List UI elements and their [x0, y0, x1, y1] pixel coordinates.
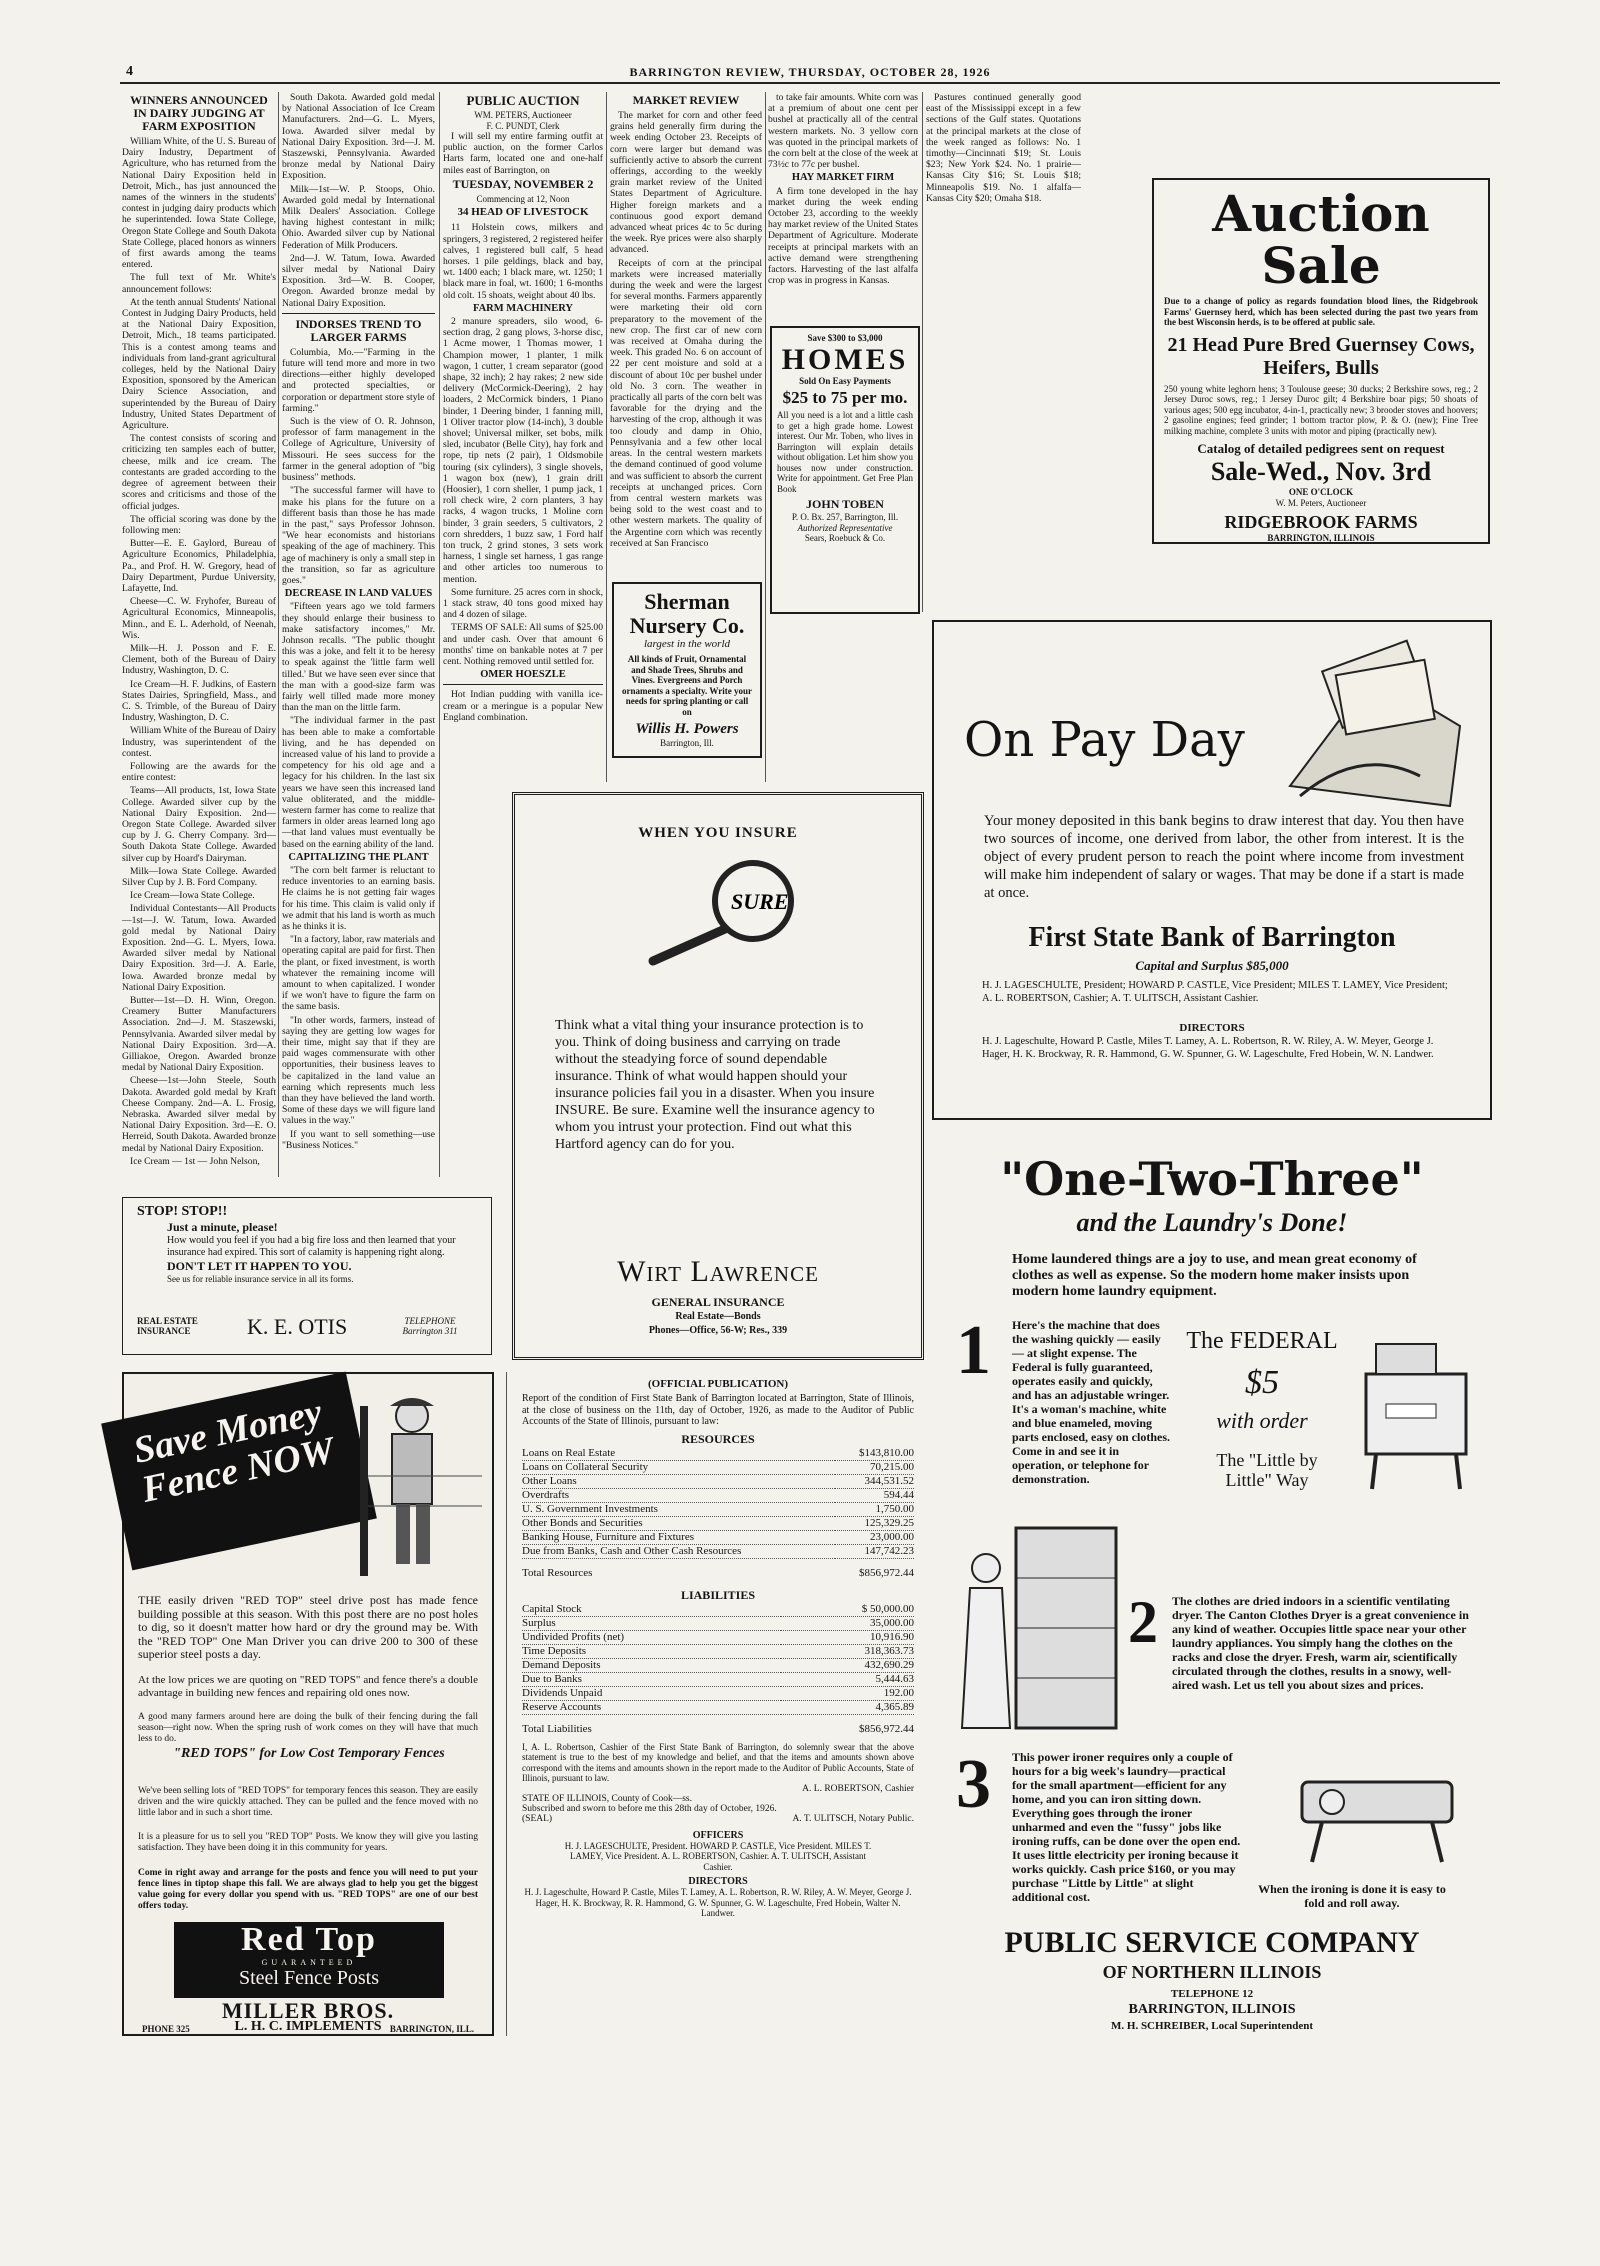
homes-addr: P. O. Bx. 257, Barrington, Ill.	[791, 512, 899, 522]
laundry-subtitle: and the Laundry's Done!	[1076, 1208, 1348, 1237]
masthead	[120, 62, 1500, 84]
ironer-illustration	[1272, 1752, 1472, 1872]
paragraph: "In a factory, labor, raw materials and operating capital are paid for first. Then the plant, or fixed investment, is worth whatever the remaining income will amount to when capitalized. I wonder if we won't have to figure the farm on the same basis.	[282, 934, 435, 1013]
stop-warn: DON'T LET IT HAPPEN TO YOU.	[167, 1259, 352, 1273]
stop-head: STOP! STOP!!	[137, 1204, 228, 1219]
bank-payday-ad	[932, 620, 1492, 1120]
bank-statement	[512, 1372, 924, 2036]
auction-sale-title: Auction Sale	[1212, 184, 1430, 295]
liability-amount: 192.00	[781, 1686, 914, 1700]
resources-total	[522, 1567, 914, 1580]
auction-title: PUBLIC AUCTION	[466, 93, 580, 108]
step-one-text: Here's the machine that does the washing quickly — easily — at slight expense. The Federal is fully guaranteed, operates easily and quickly, and has an adjustable wringer. It's a woman's machine, white and blue enameled, moving parts enclosed, easy on clothes. Come in and see it in operation, or telephone for demonstration.	[1012, 1318, 1170, 1486]
total-liabilities-label: Total Liabilities	[522, 1722, 592, 1735]
red-top-brand: Red Top	[241, 1921, 377, 1958]
auction-sale-head: 21 Head Pure Bred Guernsey Cows, Heifers, Bulls	[1167, 333, 1475, 379]
statement-officers-head: OFFICERS	[692, 1829, 744, 1841]
svg-text:SURE: SURE	[731, 889, 789, 914]
paragraph: 2nd—J. W. Tatum, Iowa. Awarded silver medal by National Dairy Exposition. 3rd—W. B. Cooper, Oregon. Awarded bronze medal by National Dairy Exposition.	[282, 252, 435, 309]
statement-intro: Report of the condition of First State Bank of Barrington located at Barrington, State of Illinois, at the close of business on the 11th, day of October, 1926, as made to the Auditor of Public Accounts of the State of Illinois, pursuant to law:	[522, 1393, 914, 1427]
paragraph: William White, of the U. S. Bureau of Dairy Industry, Department of Agriculture, who has returned from the National Dairy Exposition held in Detroit, Mich., has just announced the names of the winners in the students' contest in judging dairy products which he superintended. Iowa State College, Oregon State College and South Dakota State College, placed honors as winners of first awards among the teams entered.	[122, 136, 276, 271]
liability-label: Surplus	[522, 1616, 781, 1630]
column-rule	[765, 92, 766, 782]
auction-sale-town: BARRINGTON, ILLINOIS	[1267, 533, 1375, 543]
homes-title: HOMES	[781, 342, 909, 376]
resource-amount: 147,742.23	[835, 1544, 914, 1558]
stop-line1: Just a minute, please!	[167, 1220, 278, 1234]
resource-amount: 23,000.00	[835, 1530, 914, 1544]
step-one-number: 1	[956, 1312, 991, 1389]
liability-amount: 432,690.29	[781, 1658, 914, 1672]
column-rule	[606, 92, 607, 782]
homes-price: $25 to 75 per mo.	[782, 388, 908, 407]
laundry-title: "One-Two-Three"	[1000, 1152, 1424, 1206]
machinery-list: 2 manure spreaders, silo wood, 6-section drag, 2 gang plows, 3-horse disc, 1 Acme mower, 1 Thomas mower, 1 Champion mower, 1 planter, 1 milk wagon, 1 cutter, 1 cream separator (good shape, 32 inch); 2 hay rakes; 2 new side delivery (McCormick-Deering), 2 hay loaders, 2 McCormick binders, 1 Piano binder, 1 Deering binder, 1 fanning mill, 1 Oliver tractor plow (14-inch), 3 double shovel; Universal milker, set bobs, milk sled, incubator (Belle City), hay fork and rope, tip nets (2 pair), 1 Oldsmobile touring (six cylinders), 3 single shovels, 1 wagon box (new), 1 grain drill (Hoosier), 1 corn sheller, 1 pump jack, 1 roll check wire, 2 corn planters, 3 hay racks, 4 wagon trucks, 1 Moline corn binder, 3 grain seeders, 5 cultivators, 2 corn shredders, 1 buzz saw, 1 Ford half ton truck, 2 grind stones, 3 sets work harness, 1 single set harness, 1 gas range and other articles too numerous to mention.	[443, 315, 603, 585]
nursery-tagline: largest in the world	[643, 638, 731, 650]
liability-label: Undivided Profits (net)	[522, 1630, 781, 1644]
paragraph: Receipts of corn at the principal markets were increased materially during the week and were the largest for several months. Farmers apparently were marketing their old corn preparatory to the movement of the new crop. The first car of new corn was received at Omaha during the week. This graded No. 6 on account of 22 per cent moisture and sold at a discount of about 10c per bushel under old No. 3 corn. The weather in practically all parts of the corn belt was favorable for the drying and the harvesting of the crop, although it was too cloudy and damp in Ohio, Pennsylvania and a few other local areas. In the central western markets the demand continued of good volume and was sufficient to absorb the current receipts at unchanged prices. Corn from central western markets was being sold to the west coast and to other western markets. The quality of the Argentine corn which was recently received at San Francisco	[610, 257, 762, 549]
fence-ad-body3: A good many farmers around here are doing the bulk of their fencing during the fall season—right now. When the spring rush of work comes on they will have that much less to do.	[138, 1712, 478, 1744]
paragraph: South Dakota. Awarded gold medal by National Association of Ice Cream Manufacturers. 2nd—G. L. Myers, Iowa. Awarded silver medal by National Dairy Exposition. 3rd—J. M. Staszewski, Pennsylvania. Awarded bronze medal by National Dairy Exposition.	[282, 92, 435, 182]
bank-directors: H. J. Lageschulte, Howard P. Castle, Miles T. Lamey, A. L. Robertson, R. W. Riley, A. W. Meyer, George J. Hager, H. K. Brockway, R. R. Hammond, G. W. Spunner, G. W. Lageschulte, Fred Hobein, W. N. Landwer.	[982, 1036, 1434, 1060]
step-three-text: This power ironer requires only a couple of hours for a big week's laundry—practical for the small apartment—efficient for any home, and you can iron sitting down. Everything goes through the ironer unharmed and even the "fussy" jobs like ironing ruffs, can be done over the open end. It uses little electricity per ironing because it works quickly. Cash price $160, or you may purchase "Little by Little" at slight additional cost.	[1012, 1750, 1241, 1904]
resource-label: Other Loans	[522, 1474, 835, 1488]
liability-label: Demand Deposits	[522, 1658, 781, 1672]
homes-company: Sears, Roebuck & Co.	[804, 533, 886, 543]
payday-title: On Pay Day	[964, 712, 1245, 768]
resource-row	[522, 1502, 914, 1516]
pasture-report	[926, 92, 1081, 204]
fence-ad-body: THE easily driven "RED TOP" steel drive post has made fence building possible at this season. With this post there are no post holes to dig, so it doesn't matter how hard or dry the ground may be. With the "RED TOP" One Man Driver you can drive 200 to 300 of these superior steel posts a day.	[138, 1593, 478, 1661]
statement-signature: A. L. ROBERTSON, Cashier	[802, 1783, 914, 1794]
resource-row	[522, 1474, 914, 1488]
fence-ad-body5: It is a pleasure for us to sell you "RED TOP" Posts. We know they will give you lasting satisfaction. They have been doing it in this community for years.	[138, 1832, 478, 1853]
dealer-name: MILLER BROS.	[221, 1998, 395, 2023]
statement-officers: H. J. LAGESCHULTE, President. HOWARD P. CASTLE, Vice President. MILES T. LAMEY, Vice President. A. L. ROBERTSON, Cashier. A. T. ULITSCH, Assistant Cashier.	[564, 1840, 872, 1872]
company-town: BARRINGTON, ILLINOIS	[1128, 2002, 1296, 2017]
liability-row	[522, 1603, 914, 1617]
resource-row	[522, 1447, 914, 1461]
paragraph: William White of the Bureau of Dairy Industry, was superintendent of the contest.	[122, 725, 276, 759]
sherman-nursery-ad	[612, 582, 762, 758]
headline-larger-farms: INDORSES TREND TO LARGER FARMS	[295, 316, 422, 344]
statement-directors: H. J. Lageschulte, Howard P. Castle, Miles T. Lamey, A. L. Robertson, R. W. Riley, A. W. Meyer, George J. Hager, H. K. Brockway, R. R. Hammond, G. W. Spunner, G. W. Lageschulte, Fred Hobein, Walter N. Landwer.	[524, 1887, 912, 1918]
auction-date: TUESDAY, NOVEMBER 2	[452, 176, 594, 191]
public-auction-notice	[443, 92, 603, 772]
liability-amount: 10,916.90	[781, 1630, 914, 1644]
resource-amount: 70,215.00	[835, 1460, 914, 1474]
resource-label: Due from Banks, Cash and Other Cash Resources	[522, 1544, 835, 1558]
dealer-line2: L. H. C. IMPLEMENTS	[234, 2019, 382, 2034]
dryer-cabinet-illustration	[946, 1518, 1126, 1758]
resource-label: Loans on Collateral Security	[522, 1460, 835, 1474]
filler: Hot Indian pudding with vanilla ice-cream or a meringue is a popular New England combination.	[443, 689, 603, 723]
clerk: F. C. PUNDT, Clerk	[486, 120, 560, 131]
auction-sale-auctioneer: W. M. Peters, Auctioneer	[1275, 497, 1367, 508]
hands-counting-money-illustration	[1270, 636, 1470, 816]
paragraph: Pastures continued generally good east of the Mississippi except in a few sections of the Gulf states. Quotations at the principal markets at the close of the week ranged as follows: No. 1 timothy—Cincinnati $19; St. Louis $23; New York $24. No. 1 prairie—Kansas City $16; St. Louis $18; Minneapolis $19. No. 1 alfalfa—Kansas City $20; Omaha $18.	[926, 92, 1081, 204]
resources-table	[522, 1447, 914, 1559]
divider	[443, 684, 603, 685]
paragraph: "The successful farmer will have to make his plans for the future on a different basis than those he has made in the past," says Professor Johnson. "We hear economists and historians speaking of the age of machinery. This age of machinery is only a small step in the transition, so far as agriculture goes."	[282, 485, 435, 586]
seal-row	[522, 1814, 914, 1824]
resources-head: RESOURCES	[681, 1431, 755, 1446]
auction-intro: I will sell my entire farming outfit at public auction, on the former Carlos Harts farm, located one and one-half miles east of Barrington, on	[443, 131, 603, 176]
liability-amount: $ 50,000.00	[781, 1603, 914, 1617]
total-liabilities-row	[522, 1723, 914, 1736]
dealer-town: BARRINGTON, ILL.	[389, 2024, 474, 2034]
federal-tagline: The "Little by Little" Way	[1216, 1450, 1318, 1490]
column-rule	[506, 1372, 507, 2036]
farmer-driving-post-illustration	[342, 1386, 482, 1576]
paragraph: Milk—Iowa State College. Awarded Silver Cup by J. B. Ford Company.	[122, 865, 276, 888]
red-top-product: Steel Fence Posts	[239, 1967, 379, 1989]
liability-label: Time Deposits	[522, 1644, 781, 1658]
liability-label: Reserve Accounts	[522, 1700, 781, 1714]
liability-amount: 5,444.63	[781, 1672, 914, 1686]
stop-body: How would you feel if you had a big fire loss and then learned that your insurance had expired. This sort of calamity is happening right along.	[167, 1235, 456, 1258]
resource-label: Loans on Real Estate	[522, 1447, 835, 1461]
statement-sworn: Subscribed and sworn to before me this 28th day of October, 1926.	[522, 1803, 777, 1814]
liability-row	[522, 1630, 914, 1644]
bank-officers: H. J. LAGESCHULTE, President; HOWARD P. CASTLE, Vice President; MILES T. LAMEY, Vice President; A. L. ROBERTSON, Cashier; A. T. ULITSCH, Assistant Cashier.	[982, 980, 1448, 1004]
paragraph: The full text of Mr. White's announcement follows:	[122, 272, 276, 295]
market-review	[610, 92, 762, 572]
liabilities-table	[522, 1603, 914, 1715]
red-top-fence-ad	[122, 1372, 494, 2036]
subhead: DECREASE IN LAND VALUES	[284, 588, 433, 600]
resource-label: Banking House, Furniture and Fixtures	[522, 1530, 835, 1544]
stop-note: See us for reliable insurance service in all its forms.	[167, 1274, 354, 1284]
resource-amount: $143,810.00	[835, 1447, 914, 1461]
paragraph: The market for corn and other feed grains held generally firm during the week ending October 23. Receipts of corn were larger but demand was sufficiently active to absorb the current offerings, according to the weekly grain market review of the United States Department of Agriculture. Higher foreign markets and a continuous good export demand advanced wheat prices 4c to 5c during the week. Rye prices were also sharply advanced.	[610, 110, 762, 256]
homes-top: Save $300 to $3,000	[807, 333, 883, 343]
company-name-2: OF NORTHERN ILLINOIS	[1102, 1962, 1322, 1982]
resource-row	[522, 1544, 914, 1558]
bank-name: First State Bank of Barrington	[1028, 922, 1396, 953]
liability-row	[522, 1700, 914, 1714]
total-resources-label: Total Resources	[522, 1566, 593, 1579]
auctioneer: WM. PETERS, Auctioneer	[474, 110, 572, 120]
red-top-logo-box	[174, 1922, 444, 1998]
liability-label: Capital Stock	[522, 1603, 781, 1617]
paragraph: Milk—H. J. Posson and F. E. Clement, both of the Bureau of Dairy Industry, Washington, D. C.	[122, 642, 276, 677]
magnifying-glass-icon	[633, 851, 813, 971]
column-rule	[439, 92, 440, 1177]
machinery-head: FARM MACHINERY	[472, 302, 574, 314]
market-review-title: MARKET REVIEW	[632, 93, 740, 107]
statement-county: STATE OF ILLINOIS, County of Cook—ss.	[522, 1793, 692, 1804]
auction-sale-catalog: Catalog of detailed pedigrees sent on request	[1197, 441, 1445, 456]
paragraph: Milk—1st—W. P. Stoops, Ohio. Awarded gold medal by International Milk Dealers' Association. College having highest contestant in milk; Ohio. Awarded silver cup by National Federation of Milk Producers.	[282, 183, 435, 251]
terms: TERMS OF SALE: All sums of $25.00 and under cash. Over that amount 6 months' time on bankable notes at 7 per cent. Nothing removed until settled for.	[443, 622, 603, 668]
federal-price: $5	[1245, 1364, 1279, 1401]
paragraph: "Fifteen years ago we told farmers they should enlarge their business to make satisfactory incomes," Mr. Johnson recalls. "The public thought this was a joke, and felt it to be heresy to speak against the 'little farm well tilled.' But we have seen ever since that the man with a good-size farm was fairly well tilled made more money than the man on the little farm.	[282, 601, 435, 714]
nursery-body: All kinds of Fruit, Ornamental and Shade Trees, Shrubs and Vines. Evergreens and Porch ornaments a specialty. Write your needs for spring planting or call on	[622, 654, 752, 717]
paragraph: to take fair amounts. White corn was at a premium of about one cent per bushel at practically all of the central western markets. No. 3 yellow corn was quoted in the principal markets of the corn belt at the close of the week at 73½c to 77c per bushel.	[768, 92, 918, 171]
page-number: 4	[126, 64, 133, 79]
paragraph: Ice Cream — 1st — John Nelson,	[130, 1155, 260, 1167]
livestock-head: 34 HEAD OF LIVESTOCK	[457, 206, 589, 219]
liability-row	[522, 1658, 914, 1672]
homes-ad	[770, 326, 920, 614]
resource-row	[522, 1488, 914, 1502]
fence-ad-title: Save Money Fence NOW	[129, 1391, 338, 1511]
headline-dairy-judging: WINNERS ANNOUNCED IN DAIRY JUDGING AT FARM EXPOSITION	[130, 93, 268, 133]
insurance-ad-body: Think what a vital thing your insurance protection is to you. Think of doing business and carrying on trade without the steadying force of sound dependable insurance. Think of what would happen should your insurance policies fail you in a disaster. When you insure INSURE. Be sure. Examine well the insurance agency to whom you intrust your protection. Find out what this Hartford agency can do for you.	[555, 1018, 875, 1152]
resource-row	[522, 1530, 914, 1544]
ridgebrook-auction-ad	[1152, 178, 1490, 544]
paragraph: Ice Cream—H. F. Judkins, of Eastern States Dairies, Springfield, Mass., and C. S. Trimble, of the Bureau of Dairy Industry, Washington, D. C.	[122, 678, 276, 724]
liability-amount: 35,000.00	[781, 1616, 914, 1630]
paragraph: At the tenth annual Students' National Contest in Judging Dairy Products, held at the National Dairy Exposition, Detroit, Mich., 18 teams participated. This is a contest among teams and individuals from land-grant agricultural colleges, held by the National Dairy Exposition, sponsored by the American Dairy Science Association, and superintended by the Bureau of Dairy Industry, United States Department of Agriculture.	[122, 296, 276, 432]
column-rule	[922, 92, 923, 612]
hay-market-head: HAY MARKET FIRM	[791, 172, 895, 184]
paragraph: "The corn belt farmer is reluctant to reduce inventories to an earning basis. He claims he is not getting fair wages for his time. This claim is valid only if we admit that his land is worth as much as he thinks it is.	[282, 865, 435, 933]
nursery-town: Barrington, Ill.	[660, 738, 714, 748]
federal-terms: with order	[1216, 1408, 1308, 1433]
paragraph: Teams—All products, 1st, Iowa State College. Awarded silver cup by the National Dairy Exposition. 2nd—Oregon State College. Awarded silver cup by J. G. Cherry Company. 3rd—South Dakota State College. Awarded silver cup by Hoard's Dairyman.	[122, 785, 276, 864]
liability-amount: 4,365.89	[781, 1700, 914, 1714]
auction-sale-body: 250 young white leghorn hens; 3 Toulouse geese; 30 ducks; 2 Berkshire sows, reg.; 2 Jersey Duroc sows, reg.; 1 Jersey Duroc gilt; 4 Berkshire boar pigs; 50 shoats of various ages; 500 egg incubator, 4-in-1, practically new; 3 brooder stoves and hoovers; 2 gasoline engines; feed grinder; 1 bottom tractor plow, P. & O. (new); Fine Tree milking machine, complete 3 units with motor and piping (practically new).	[1164, 383, 1478, 436]
homes-role: Authorized Representative	[797, 522, 893, 533]
resource-label: Other Bonds and Securities	[522, 1516, 835, 1530]
auction-sale-intro: Due to a change of policy as regards foundation blood lines, the Ridgebrook Farms' Guernsey herd, which has been selected during the past two years from the best Wisconsin herds, is to be offered at public sale.	[1164, 296, 1478, 327]
liability-row	[522, 1686, 914, 1700]
insurance-role: GENERAL INSURANCE	[651, 1295, 785, 1309]
red-top-guaranteed: GUARANTEED	[261, 1958, 357, 1967]
paragraph: Individual Contestants—All Products—1st—J. W. Tatum, Iowa. Awarded gold medal by National Dairy Exposition. 2nd—G. L. Myers, Iowa. Awarded silver medal by National Dairy Exposition. 3rd—J. A. Earle, Iowa. Awarded bronze medal by National Dairy Exposition.	[122, 903, 276, 993]
statement-notary: A. T. ULITSCH, Notary Public.	[792, 1813, 914, 1824]
article-larger-farms	[282, 92, 435, 1177]
statement-head: (OFFICIAL PUBLICATION)	[647, 1378, 789, 1390]
stop-phone: TELEPHONE Barrington 311	[402, 1316, 458, 1336]
fence-ad-body6: Come in right away and arrange for the posts and fence you will need to put your fence lines in tiptop shape this fall. We are always glad to help you get the biggest value going for every dollar you spend with us. "RED TOPS" are one of our best offers today.	[138, 1868, 478, 1911]
statement-seal: (SEAL)	[522, 1813, 553, 1824]
insurance-line: Real Estate—Bonds	[675, 1311, 761, 1322]
resource-label: U. S. Government Investments	[522, 1502, 835, 1516]
liability-row	[522, 1644, 914, 1658]
fence-ad-sub: "RED TOPS" for Low Cost Temporary Fences	[173, 1746, 445, 1761]
divider	[282, 313, 435, 314]
article-body	[122, 136, 276, 1167]
insurance-phones: Phones—Office, 56-W; Res., 339	[648, 1325, 788, 1336]
stop-name: K. E. OTIS	[247, 1314, 348, 1339]
liability-row	[522, 1672, 914, 1686]
paragraph: Butter—1st—D. H. Winn, Oregon. Creamery Butter Manufacturers Association. 2nd—J. M. Staszewski, Pennsylvania. Awarded silver medal by National Dairy Exposition. 3rd—A. Gilliakoe, Oregon. Awarded bronze medal by National Dairy Exposition.	[122, 995, 276, 1074]
step-two-text: The clothes are dried indoors in a scientific ventilating dryer. The Canton Clothes Dryer is a great convenience in any kind of weather. Occupies little space near your other laundry appliances. You simply hang the clothes on the racks and close the dryer. Fresh, warm air, scientifically circulated through the clothes, results in a snowy, well-aired wash. Let us tell you about sizes and prices.	[1172, 1594, 1469, 1692]
paragraph: If you want to sell something—use "Business Notices."	[282, 1128, 435, 1151]
misc-items: Some furniture. 25 acres corn in shock, 1 stack straw, 40 tons good mixed hay and 4 dozen of silage.	[443, 586, 603, 621]
paragraph: Columbia, Mo.—"Farming in the future will tend more and more in two directions—either highly developed and protected specialties, or corporation or department store style of farming."	[282, 346, 435, 414]
paragraph: Cheese—C. W. Fryhofer, Bureau of Agricultural Economics, Minneapolis, Minn., and E. L. Aderhold, of Neenah, Wis.	[122, 596, 276, 641]
article-dairy-judging	[122, 92, 276, 1177]
step-three-number: 3	[956, 1746, 991, 1823]
resource-amount: 125,329.25	[835, 1516, 914, 1530]
stop-left: REAL ESTATE INSURANCE	[137, 1316, 198, 1336]
liability-amount: 318,363.73	[781, 1644, 914, 1658]
statement-directors-head: DIRECTORS	[688, 1876, 748, 1887]
homes-sub: Sold On Easy Payments	[799, 375, 891, 386]
liability-row	[522, 1616, 914, 1630]
subhead: CAPITALIZING THE PLANT	[288, 851, 429, 863]
livestock-list: 11 Holstein cows, milkers and springers, 3 registered, 2 registered heifer calves, 1 registered bull calf, 5 head horses. 1 pile geldings, black and bay, wt. 1400 each; 1 black mare, wt. 1250; 1 black mare in foal, wt. 1600; 1 6-months old colt. 15 shoats, weight about 40 lbs.	[443, 222, 603, 301]
liabilities-head: LIABILITIES	[680, 1587, 756, 1602]
column-rule	[278, 92, 279, 1177]
paragraph: Such is the view of O. R. Johnson, professor of farm management in the College of Agriculture, University of Missouri. He sees success for the farmer in the general adoption of "big business" methods.	[282, 416, 435, 484]
auction-sale-time: ONE O'CLOCK	[1288, 487, 1354, 497]
total-resources-row	[522, 1567, 914, 1580]
liabilities-total	[522, 1723, 914, 1736]
insurance-agent-name: Wirt Lawrence	[617, 1255, 819, 1288]
paragraph: Following are the awards for the entire contest:	[122, 760, 276, 784]
washing-machine-illustration	[1346, 1334, 1486, 1494]
resource-amount: 594.44	[835, 1488, 914, 1502]
total-resources-amount: $856,972.44	[859, 1566, 914, 1579]
company-manager: M. H. SCHREIBER, Local Superintendent	[1111, 2020, 1313, 2032]
company-name: PUBLIC SERVICE COMPANY	[1004, 1926, 1420, 1959]
insurance-ad	[512, 792, 924, 1360]
paragraph: The contest consists of scoring and criticizing ten samples each of butter, cheese, milk and ice cream. The contestants are graded according to the degree of agreement between their scores and criticisms and those of the official judges.	[122, 433, 276, 512]
seller: OMER HOESZLE	[480, 669, 566, 681]
paragraph: A firm tone developed in the hay market during the week ending October 23, according to the weekly hay market review of the United States Department of Agriculture. Moderate receipts at principal markets with an active demand were strengthening factors. Harvesting of the last alfalfa crop was in progress in Kansas.	[768, 185, 918, 287]
insurance-ad-head: WHEN YOU INSURE	[638, 825, 798, 841]
auction-time: Commencing at 12, Noon	[476, 193, 570, 204]
homes-agent: JOHN TOBEN	[806, 497, 884, 511]
company-phone: TELEPHONE 12	[1170, 1988, 1254, 2000]
laundry-intro: Home laundered things are a joy to use, and mean great economy of clothes as well as expense. So the modern home maker insists upon modern home laundry equipment.	[1012, 1252, 1417, 1299]
paragraph: Butter—E. E. Gaylord, Bureau of Agriculture Economics, Philadelphia, Pa., and Prof. H. W. Gregory, head of Dairy Department, Purdue University, Lafayette, Ind.	[122, 538, 276, 594]
resource-row	[522, 1460, 914, 1474]
laundry-ad	[932, 1138, 1492, 2036]
step-two-number: 2	[1128, 1589, 1158, 1655]
bank-directors-head: DIRECTORS	[1179, 1022, 1245, 1034]
nursery-name: Sherman Nursery Co.	[629, 589, 745, 638]
ironer-caption: When the ironing is done it is easy to fold and roll away.	[1258, 1882, 1446, 1910]
bank-capital: Capital and Surplus $85,000	[1135, 958, 1289, 973]
stop-insurance-ad	[122, 1197, 492, 1355]
resource-row	[522, 1516, 914, 1530]
federal-brand: The FEDERAL	[1186, 1328, 1338, 1354]
paragraph: "In other words, farmers, instead of saying they are getting low wages for their time, might say that if they are paid wages commensurate with other opportunities, their business leaves to be capitalized in the land value an earning which represents much less than they have believed the land worth. Some of these days we will figure land values in the way."	[282, 1014, 435, 1127]
masthead-title: BARRINGTON REVIEW, THURSDAY, OCTOBER 28, 1926	[629, 65, 991, 79]
liability-label: Due to Banks	[522, 1672, 781, 1686]
paragraph: "The individual farmer in the past has been able to make a comfortable living, and he has depended on increased value of his land to provide a competency for his old age and a legacy for his children. In the last six years we have seen this increased land value obliterated, and the middle-western farmer has come to realize that farmers in older areas learned long ago—that land values must eventually be based on the earning ability of the land.	[282, 715, 435, 850]
paragraph: Cheese—1st—John Steele, South Dakota. Awarded gold medal by Kraft Cheese Company. 2nd—A. L. Frosig, Nebraska. Awarded silver medal by National Dairy Exposition. 3rd—E. O. Herreid, South Dakota. Awarded bronze medal by National Dairy Exposition.	[122, 1075, 276, 1154]
liability-label: Dividends Unpaid	[522, 1686, 781, 1700]
homes-body: All you need is a lot and a little cash to get a high grade home. Lowest interest. Our Mr. Toben, who lives in Barrington will explain details without obligation. Let him show you houses now under construction. Write for appointment. Get Free Plan Book	[777, 410, 913, 494]
nursery-agent: Willis H. Powers	[635, 721, 739, 737]
total-liabilities-amount: $856,972.44	[859, 1722, 914, 1735]
statement-oath: I, A. L. Robertson, Cashier of the First State Bank of Barrington, do solemnly swear that the above statement is true to the best of my knowledge and belief, and that the items and amounts shown above correspond with the items and amounts shown in the report made to the Auditor of Public Accounts, State of Illinois, pursuant to law.	[522, 1741, 914, 1783]
auction-sale-farm: RIDGEBROOK FARMS	[1224, 512, 1418, 532]
auction-sale-date: Sale-Wed., Nov. 3rd	[1210, 457, 1432, 486]
paragraph: Ice Cream—Iowa State College.	[130, 890, 255, 902]
paragraph: The official scoring was done by the following men:	[122, 513, 276, 536]
fence-ad-body4: We've been selling lots of "RED TOPS" for temporary fences this season. They are easily driven and the wire quickly attached. They can be pulled and the fence moved with no little labor and in such a short time.	[138, 1786, 478, 1818]
market-review-continued	[768, 92, 918, 322]
resource-amount: 344,531.52	[835, 1474, 914, 1488]
fence-ad-body2: At the low prices we are quoting on "RED TOPS" and fence there's a double advantage in building new fences and repairing old ones now.	[138, 1674, 478, 1699]
dealer-phone: PHONE 325	[142, 2024, 190, 2034]
resource-label: Overdrafts	[522, 1488, 835, 1502]
payday-body: Your money deposited in this bank begins to draw interest that day. You then have two sources of income, one derived from labor, the other from interest. It is the object of every prudent person to reach the point where income from investment will make him independent of salary or wages. That may be done if a start is made at once.	[984, 813, 1464, 901]
resource-amount: 1,750.00	[835, 1502, 914, 1516]
